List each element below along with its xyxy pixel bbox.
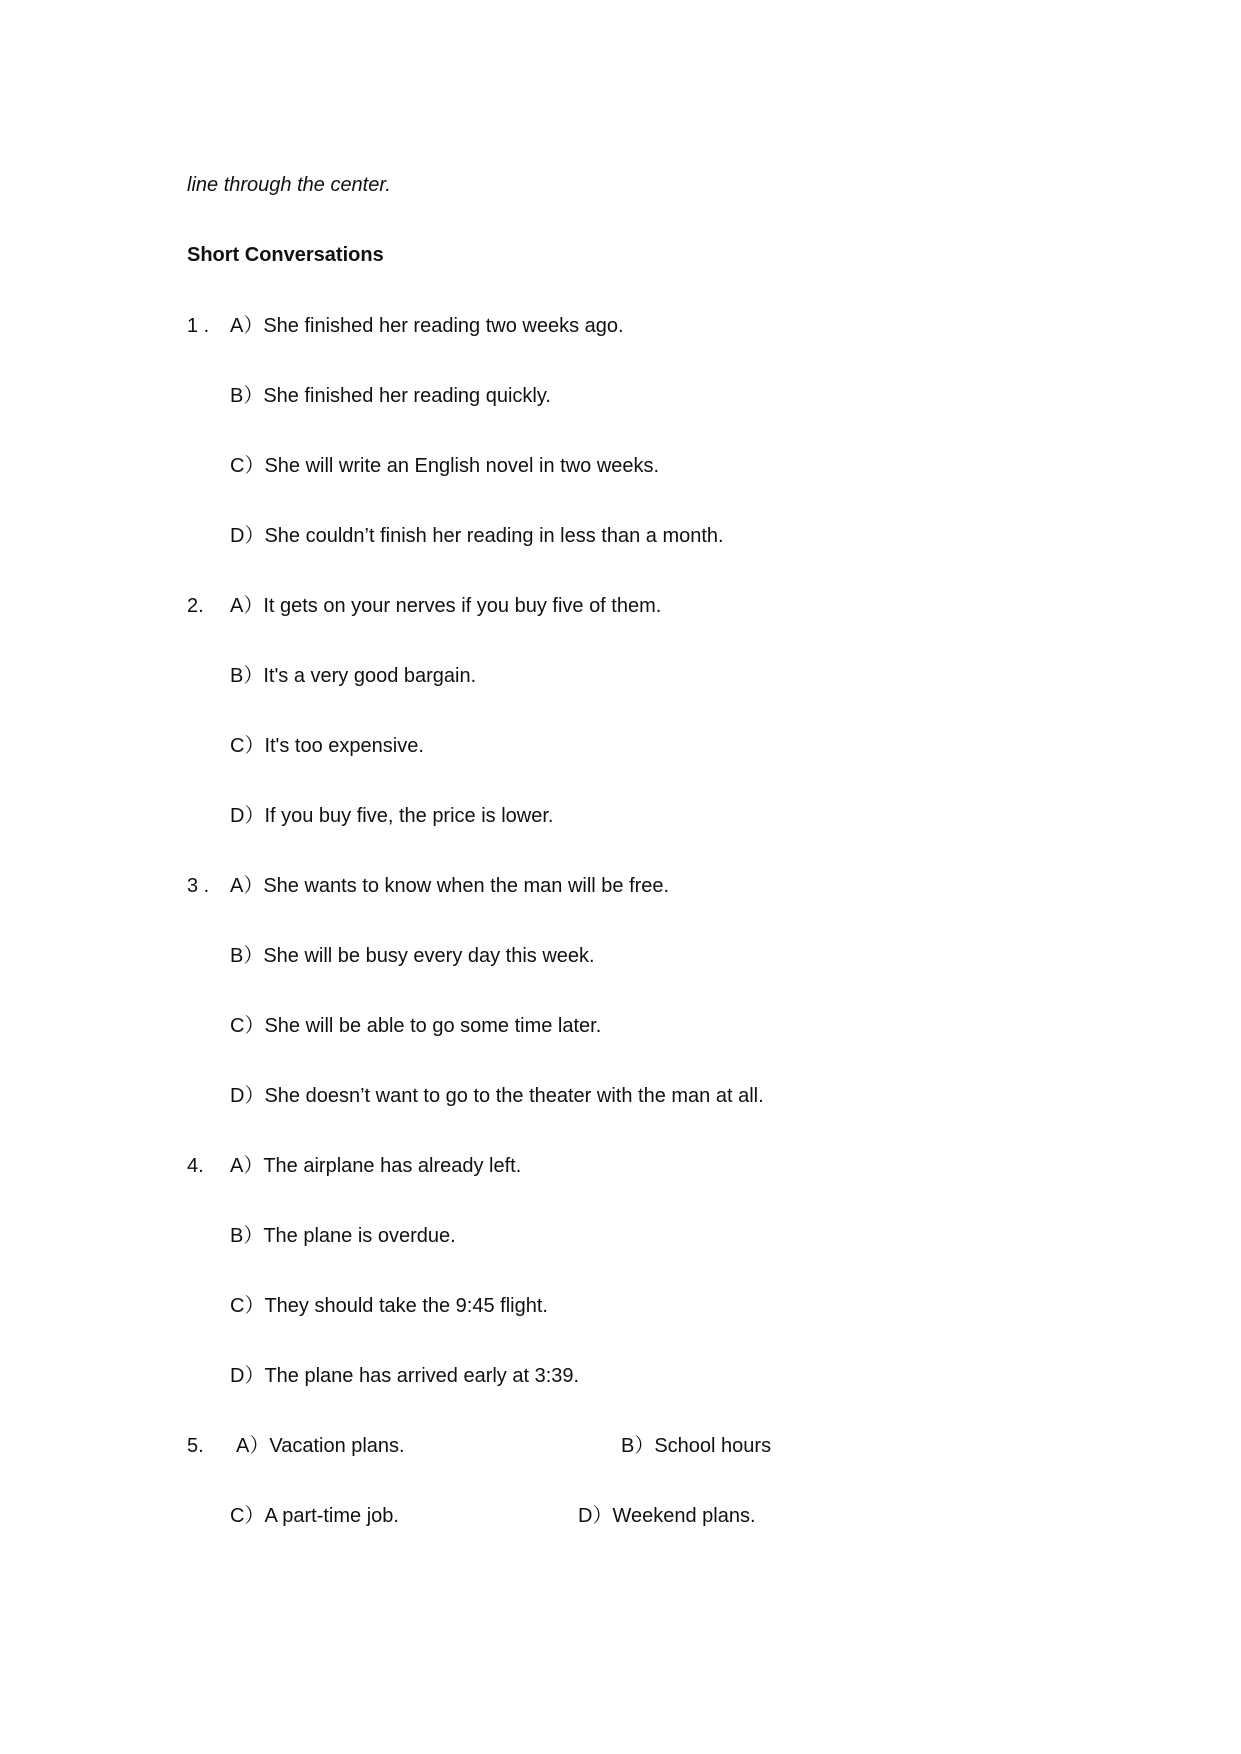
intro-fragment: line through the center. (187, 174, 391, 196)
question-1-option-c: C）She will write an English novel in two weeks. (230, 455, 660, 477)
question-4-number: 4. (187, 1155, 204, 1177)
question-2-option-d: D）If you buy five, the price is lower. (230, 805, 554, 827)
section-title: Short Conversations (187, 244, 384, 266)
question-2-number: 2. (187, 595, 204, 617)
question-4-option-a: A）The airplane has already left. (230, 1155, 522, 1177)
question-3-option-d: D）She doesn’t want to go to the theater with the man at all. (230, 1085, 764, 1107)
question-3-option-a: A）She wants to know when the man will be free. (230, 875, 670, 897)
question-5-option-d: D）Weekend plans. (578, 1505, 756, 1527)
question-3-number: 3 . (187, 875, 210, 897)
question-5-option-a: A）Vacation plans. (236, 1435, 405, 1457)
question-5-number: 5. (187, 1435, 204, 1457)
question-4-option-c: C）They should take the 9:45 flight. (230, 1295, 548, 1317)
question-3-option-c: C）She will be able to go some time later. (230, 1015, 602, 1037)
question-1-number: 1 . (187, 315, 210, 337)
question-5-option-c: C）A part-time job. (230, 1505, 399, 1527)
question-2-option-b: B）It's a very good bargain. (230, 665, 477, 687)
question-4-option-b: B）The plane is overdue. (230, 1225, 456, 1247)
question-3-option-b: B）She will be busy every day this week. (230, 945, 595, 967)
question-4-option-d: D）The plane has arrived early at 3:39. (230, 1365, 580, 1387)
question-2-option-a: A）It gets on your nerves if you buy five of them. (230, 595, 662, 617)
question-1-option-d: D）She couldn’t finish her reading in less than a month. (230, 525, 724, 547)
question-1-option-b: B）She finished her reading quickly. (230, 385, 551, 407)
question-2-option-c: C）It's too expensive. (230, 735, 424, 757)
question-1-option-a: A）She finished her reading two weeks ago. (230, 315, 624, 337)
question-5-option-b: B）School hours (621, 1435, 772, 1457)
